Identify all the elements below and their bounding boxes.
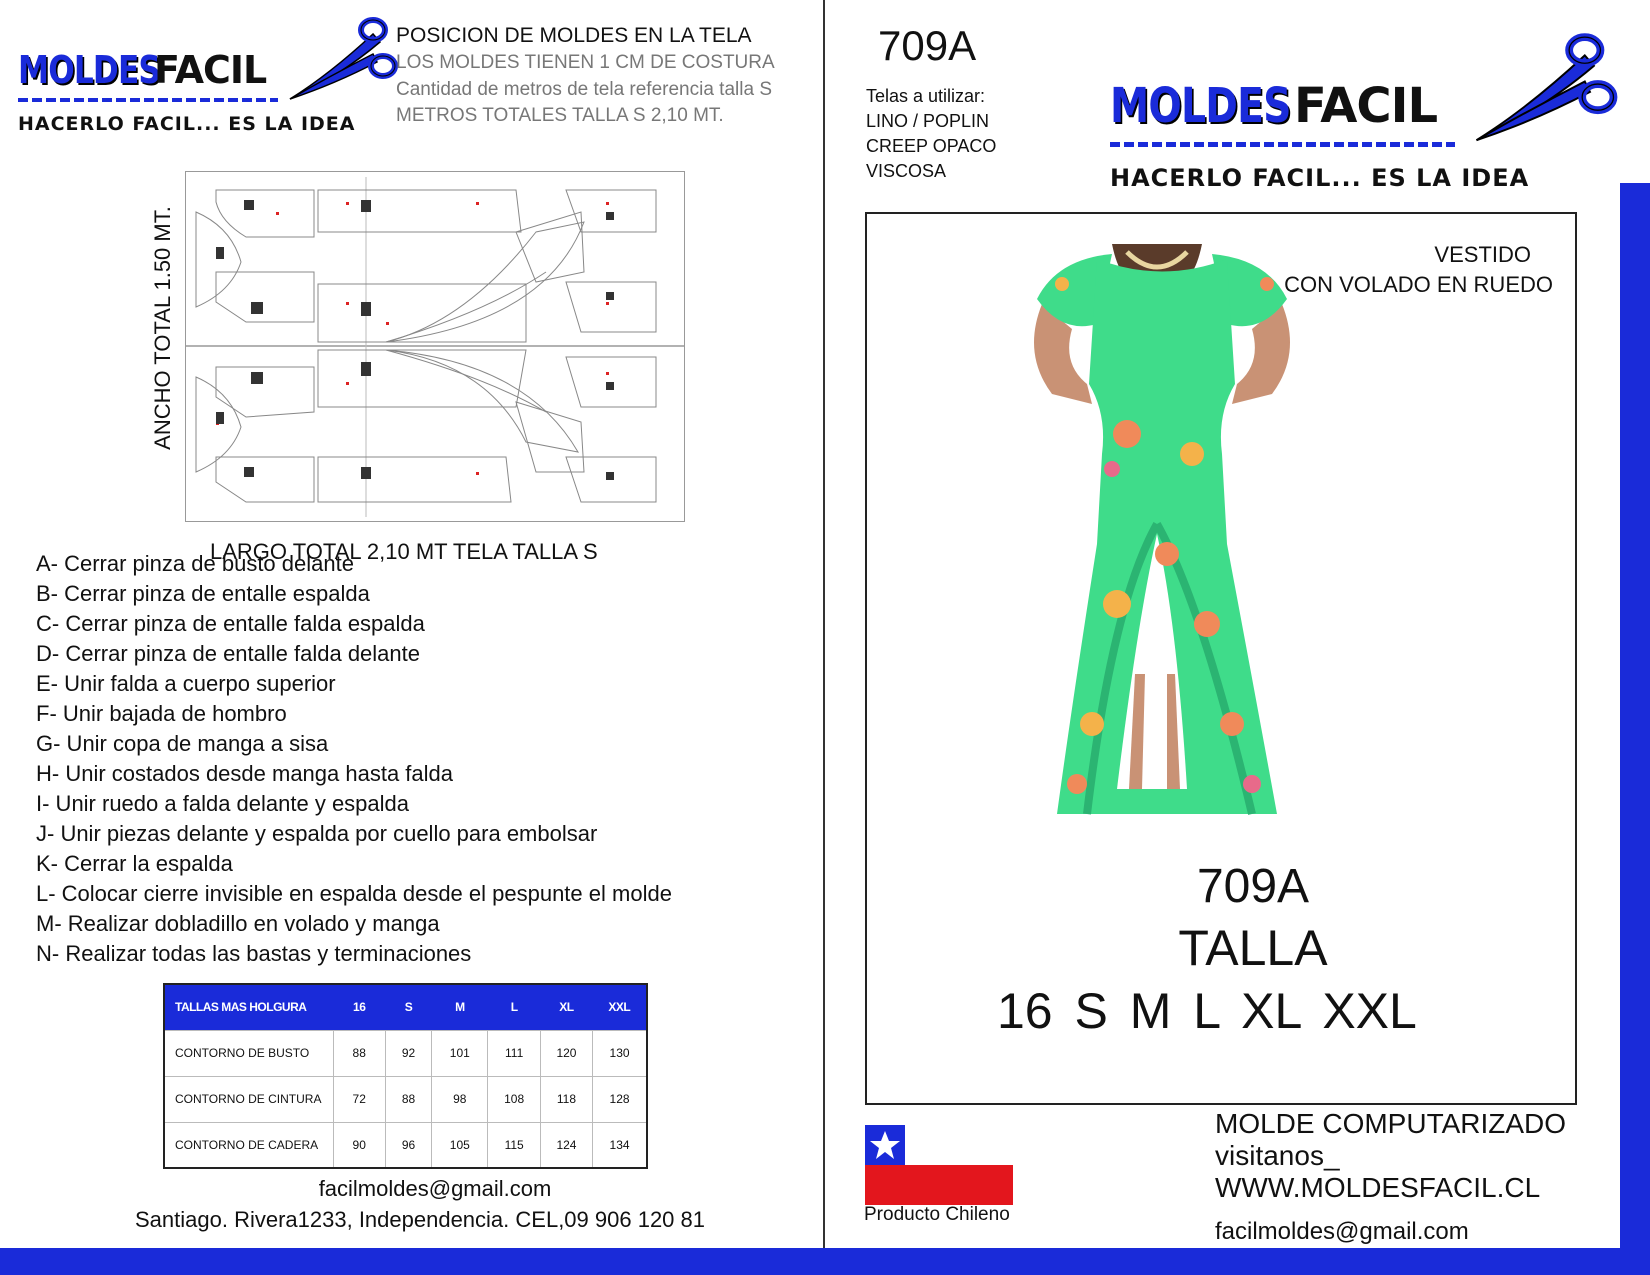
pattern-layout-diagram <box>185 171 685 522</box>
dress-detail: CON VOLADO EN RUEDO <box>1284 272 1553 297</box>
promo-block <box>1215 1108 1566 1204</box>
fabric-list <box>866 84 996 184</box>
size-chart-header <box>164 984 647 1030</box>
instruction-step: B- Cerrar pinza de entalle espalda <box>36 581 370 606</box>
instruction-step: H- Unir costados desde manga hasta falda <box>36 761 454 786</box>
scissors-icon <box>285 14 400 104</box>
instruction-step: I- Unir ruedo a falda delante y espalda <box>36 791 410 816</box>
table-cell: 134 <box>593 1122 647 1168</box>
table-cell: 111 <box>488 1030 540 1076</box>
table-cell: 90 <box>333 1122 385 1168</box>
page-divider <box>823 0 825 1250</box>
contact-email: facilmoldes@gmail.com <box>318 1176 552 1201</box>
instruction-step: J- Unir piezas delante y espalda por cuello para embolsar <box>36 821 598 846</box>
logo-word-facil: FACIL <box>1294 78 1438 134</box>
table-cell: 101 <box>432 1030 488 1076</box>
chile-flag-icon <box>865 1125 1013 1205</box>
instruction-step: L- Colocar cierre invisible en espalda desde el pespunte el molde <box>36 881 672 906</box>
table-cell: 98 <box>432 1076 488 1122</box>
instruction-step: D- Cerrar pinza de entalle falda delante <box>36 641 421 666</box>
promo-line: visitanos_ <box>1215 1140 1340 1171</box>
instruction-step: F- Unir bajada de hombro <box>36 701 287 726</box>
table-cell: 72 <box>333 1076 385 1122</box>
logo-right <box>1110 78 1455 147</box>
size-chart-header-cell: XL <box>540 984 592 1030</box>
right-blue-bar <box>1620 183 1650 1253</box>
fabric-list-title: Telas a utilizar: <box>866 86 986 106</box>
logo-slogan-right: HACERLO FACIL... ES LA IDEA <box>1110 164 1530 192</box>
seam-allowance-note: LOS MOLDES TIENEN 1 CM DE COSTURA <box>396 52 775 73</box>
table-cell: 108 <box>488 1076 540 1122</box>
fabric-item: VISCOSA <box>866 161 947 181</box>
table-cell: CONTORNO DE CADERA <box>164 1122 333 1168</box>
table-cell: 124 <box>540 1122 592 1168</box>
table-cell: 118 <box>540 1076 592 1122</box>
table-cell: CONTORNO DE CINTURA <box>164 1076 333 1122</box>
layout-title: POSICION DE MOLDES EN LA TELA <box>396 24 752 47</box>
fabric-reference-note: Cantidad de metros de tela referencia talla S <box>396 79 772 100</box>
size-chart-table <box>163 983 648 1169</box>
logo-word-moldes: MOLDES <box>1110 78 1291 134</box>
instruction-step: N- Realizar todas las bastas y terminaciones <box>36 941 472 966</box>
size-chart-header-cell: M <box>432 984 488 1030</box>
instruction-step: C- Cerrar pinza de entalle falda espalda <box>36 611 425 636</box>
instruction-step: A- Cerrar pinza de busto delante <box>36 551 354 576</box>
pattern-pieces-drawing <box>186 172 684 521</box>
logo-word-moldes: MOLDES <box>18 48 161 92</box>
table-row <box>164 1030 647 1076</box>
logo-left <box>18 48 278 102</box>
product-card <box>865 212 1577 1105</box>
flag-caption: Producto Chileno <box>864 1204 1010 1225</box>
size-chart-header-cell: L <box>488 984 540 1030</box>
contact-address: Santiago. Rivera1233, Independencia. CEL,09 906 120 81 <box>135 1207 705 1232</box>
size-heading: TALLA <box>1178 920 1328 976</box>
logo-slogan-left: HACERLO FACIL... ES LA IDEA <box>18 113 356 135</box>
logo-underline <box>18 98 278 102</box>
table-row <box>164 1122 647 1168</box>
instruction-step: G- Unir copa de manga a sisa <box>36 731 329 756</box>
table-cell: 88 <box>385 1076 431 1122</box>
logo-underline <box>1110 142 1455 147</box>
table-cell: 92 <box>385 1030 431 1076</box>
fabric-item: LINO / POPLIN <box>866 111 990 131</box>
table-row <box>164 1076 647 1122</box>
website-link[interactable]: WWW.MOLDESFACIL.CL <box>1215 1172 1541 1203</box>
table-cell: 96 <box>385 1122 431 1168</box>
instruction-step: M- Realizar dobladillo en volado y manga <box>36 911 440 936</box>
table-cell: 128 <box>593 1076 647 1122</box>
model-code-top: 709A <box>878 22 977 69</box>
size-chart-header-cell: S <box>385 984 431 1030</box>
dress-description <box>1284 240 1553 300</box>
logo-word-facil: FACIL <box>154 48 267 92</box>
table-cell: 120 <box>540 1030 592 1076</box>
table-cell: 115 <box>488 1122 540 1168</box>
size-chart-header-cell: 16 <box>333 984 385 1030</box>
table-cell: 88 <box>333 1030 385 1076</box>
available-sizes: 16 S M L XL XXL <box>997 983 1417 1039</box>
instruction-step: E- Unir falda a cuerpo superior <box>36 671 336 696</box>
size-chart-header-cell: XXL <box>593 984 647 1030</box>
total-meters-note: METROS TOTALES TALLA S 2,10 MT. <box>396 105 724 126</box>
promo-email[interactable]: facilmoldes@gmail.com <box>1215 1218 1469 1245</box>
size-chart-header-cell: TALLAS MAS HOLGURA <box>164 984 333 1030</box>
dress-type: VESTIDO <box>1434 242 1531 267</box>
dress-photo <box>1017 244 1307 824</box>
fabric-item: CREEP OPACO <box>866 136 997 156</box>
table-cell: 105 <box>432 1122 488 1168</box>
model-code-large: 709A <box>1196 860 1310 913</box>
instruction-step: K- Cerrar la espalda <box>36 851 233 876</box>
scissors-icon <box>1470 28 1620 148</box>
table-cell: 130 <box>593 1030 647 1076</box>
table-cell: CONTORNO DE BUSTO <box>164 1030 333 1076</box>
fabric-length-label: LARGO TOTAL 2,10 MT TELA TALLA S <box>210 539 598 564</box>
fabric-width-label: ANCHO TOTAL 1.50 MT. <box>150 205 175 450</box>
promo-line: MOLDE COMPUTARIZADO <box>1215 1108 1567 1139</box>
bottom-blue-bar <box>0 1248 1650 1275</box>
sewing-instructions <box>36 549 672 969</box>
